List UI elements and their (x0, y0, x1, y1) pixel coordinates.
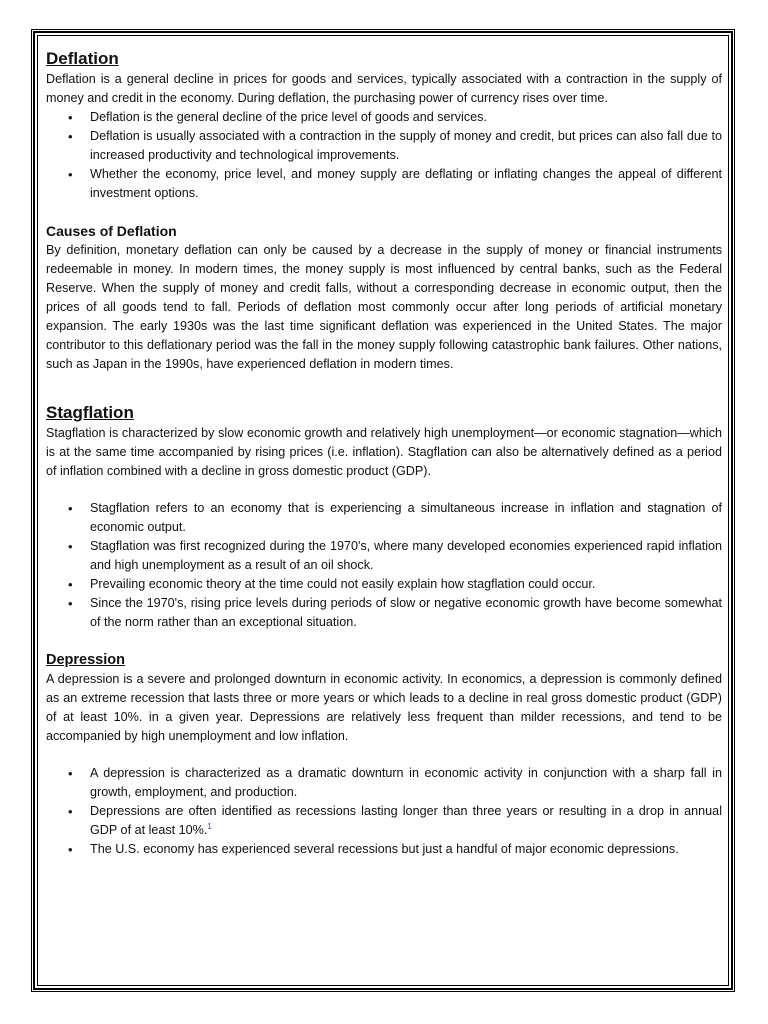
causes-section (46, 221, 722, 374)
document-content (46, 48, 722, 859)
deflation-bullet: • Whether the economy, price level, and money supply are deflating or inflating changes the appeal of different investment options. (90, 165, 722, 203)
deflation-section (46, 48, 722, 203)
stagflation-bullet-list (46, 499, 722, 632)
deflation-bullet: • Deflation is the general decline of the price level of goods and services. (90, 108, 722, 127)
depression-section (46, 650, 722, 859)
depression-intro: A depression is a severe and prolonged downturn in economic activity. In economics, a depression is commonly defined as an extreme recession that lasts three or more years or which leads to a decline in real gross domestic product (GDP) of at least 10%. in a given year. Depressions are relatively less frequent than milder recessions, and tend to be accompanied by high unemployment and low inflation. (46, 672, 722, 743)
stagflation-heading: Stagflation (46, 403, 134, 422)
footnote-link[interactable]: 1 (207, 821, 212, 831)
deflation-bullet: • Deflation is usually associated with a contraction in the supply of money and credit, but prices can also fall due to increased productivity and technological improvements. (90, 127, 722, 165)
stagflation-section (46, 402, 722, 632)
depression-bullet: • A depression is characterized as a dramatic downturn in economic activity in conjunction with a sharp fall in growth, employment, and production. (90, 764, 722, 802)
causes-heading: Causes of Deflation (46, 223, 177, 239)
stagflation-bullet: • Stagflation was first recognized during the 1970's, where many developed economies experienced rapid inflation and high unemployment as a result of an oil shock. (90, 537, 722, 575)
stagflation-bullet: • Stagflation refers to an economy that is experiencing a simultaneous increase in inflation and stagnation of economic output. (90, 499, 722, 537)
causes-body: By definition, monetary deflation can only be caused by a decrease in the supply of money or financial instruments redeemable in money. In modern times, the money supply is most influenced by central banks, such as the Federal Reserve. When the supply of money and credit falls, without a corresponding decrease in economic output, then the prices of all goods tend to fall. Periods of deflation most commonly occur after long periods of artificial monetary expansion. The early 1930s was the last time significant deflation was experienced in the United States. The major contributor to this deflationary period was the fall in the money supply following catastrophic bank failures. Other nations, such as Japan in the 1990s, have experienced deflation in modern times. (46, 243, 722, 371)
stagflation-intro: Stagflation is characterized by slow economic growth and relatively high unemployment—or economic stagnation—which is at the same time accompanied by rising prices (i.e. inflation). Stagflation can also be alternatively defined as a period of inflation combined with a decline in gross domestic product (GDP). (46, 426, 722, 478)
stagflation-bullet: • Since the 1970's, rising price levels during periods of slow or negative economic growth have become somewhat of the norm rather than an exceptional situation. (90, 594, 722, 632)
deflation-intro: Deflation is a general decline in prices for goods and services, typically associated with a contraction in the supply of money and credit in the economy. During deflation, the purchasing power of currency rises over time. (46, 72, 722, 105)
deflation-heading: Deflation (46, 49, 119, 68)
depression-bullet: • The U.S. economy has experienced several recessions but just a handful of major economic depressions. (90, 840, 722, 859)
depression-heading: Depression (46, 652, 125, 668)
depression-bullet-text: Depressions are often identified as recessions lasting longer than three years or resulting in a drop in annual GDP of at least 10%. (90, 804, 722, 837)
deflation-bullet-list (46, 108, 722, 203)
depression-bullet (90, 802, 722, 840)
depression-bullet-list (46, 764, 722, 859)
stagflation-bullet: • Prevailing economic theory at the time could not easily explain how stagflation could occur. (90, 575, 722, 594)
